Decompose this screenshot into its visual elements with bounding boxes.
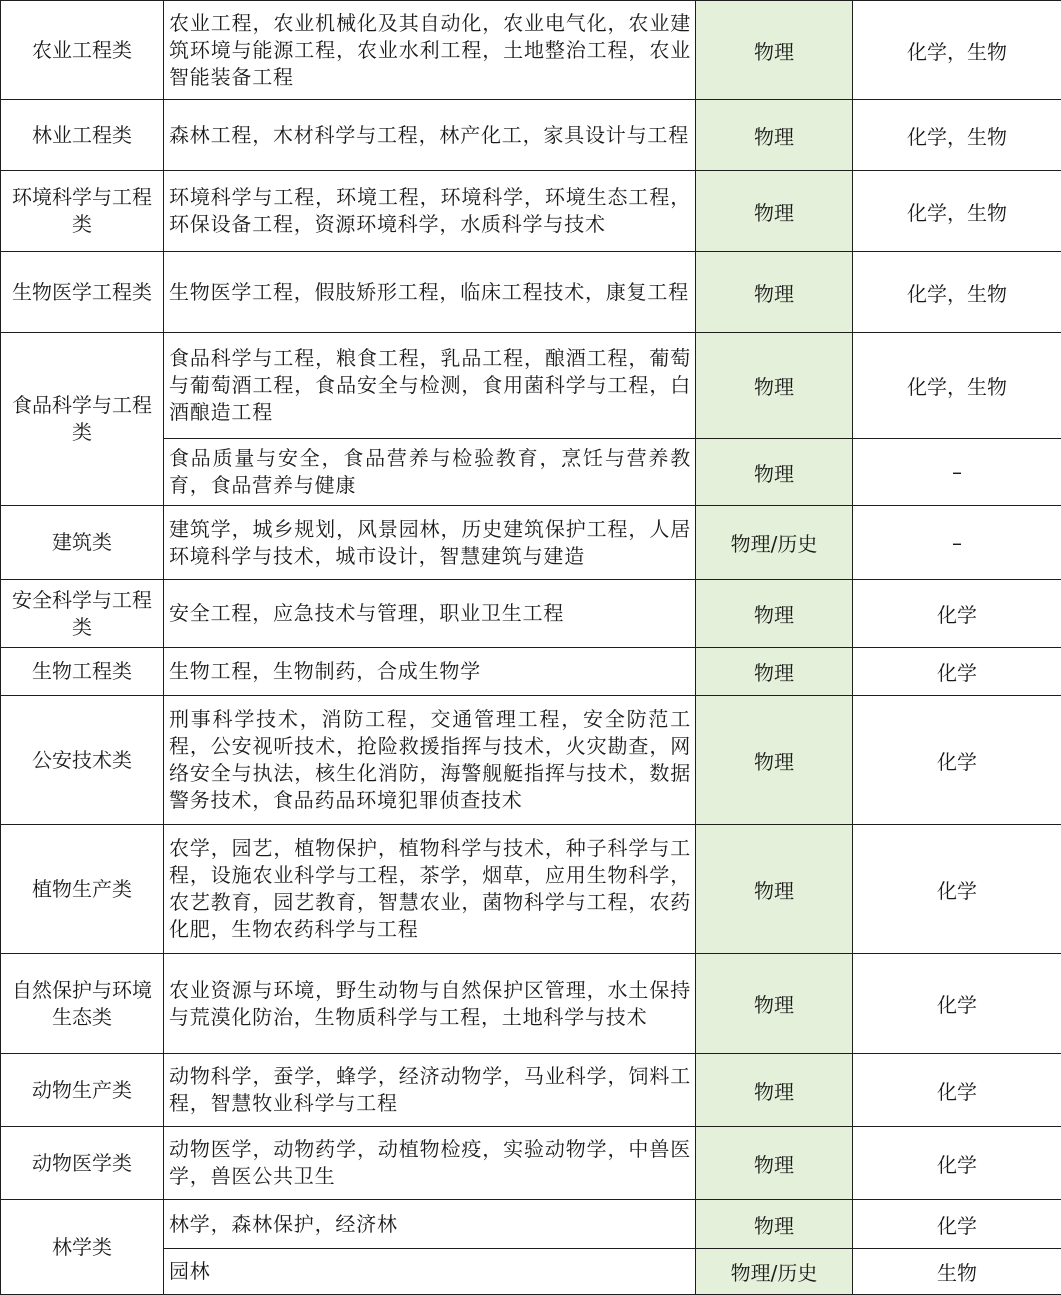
first-subject-cell: 物理 [696, 580, 853, 648]
first-subject-cell: 物理 [696, 252, 853, 333]
table-row [1, 648, 1061, 696]
category-cell: 生物工程类 [1, 648, 164, 696]
second-subject-cell: 化学 [853, 696, 1061, 825]
category-cell: 动物生产类 [1, 1054, 164, 1127]
table-row [1, 333, 1061, 439]
second-subject-cell: 生物 [853, 1249, 1061, 1295]
first-subject-cell: 物理 [696, 171, 853, 252]
second-subject-cell: 化学 [853, 1200, 1061, 1249]
category-cell: 食品科学与工程类 [1, 333, 164, 506]
category-cell: 安全科学与工程类 [1, 580, 164, 648]
table-row [1, 1127, 1061, 1200]
second-subject-cell: – [853, 506, 1061, 580]
table-row [1, 1054, 1061, 1127]
category-cell: 林业工程类 [1, 100, 164, 171]
category-cell: 公安技术类 [1, 696, 164, 825]
category-cell: 自然保护与环境生态类 [1, 954, 164, 1054]
first-subject-cell: 物理/历史 [696, 506, 853, 580]
majors-cell: 环境科学与工程，环境工程，环境科学，环境生态工程，环保设备工程，资源环境科学，水质科学与技术 [164, 171, 696, 252]
majors-cell: 农学，园艺，植物保护，植物科学与技术，种子科学与工程，设施农业科学与工程，茶学，烟草，应用生物科学，农艺教育，园艺教育，智慧农业，菌物科学与工程，农药化肥，生物农药科学与工程 [164, 825, 696, 954]
first-subject-cell: 物理 [696, 439, 853, 506]
table-row [1, 100, 1061, 171]
category-cell: 林学类 [1, 1200, 164, 1295]
majors-cell: 动物科学，蚕学，蜂学，经济动物学，马业科学，饲料工程，智慧牧业科学与工程 [164, 1054, 696, 1127]
second-subject-cell: 化学，生物 [853, 333, 1061, 439]
majors-cell: 林学，森林保护，经济林 [164, 1200, 696, 1249]
table-row [1, 1, 1061, 100]
table-row [1, 1200, 1061, 1249]
table-row [1, 825, 1061, 954]
second-subject-cell: 化学 [853, 648, 1061, 696]
second-subject-cell: 化学 [853, 1054, 1061, 1127]
majors-cell: 森林工程，木材科学与工程，林产化工，家具设计与工程 [164, 100, 696, 171]
majors-cell: 建筑学，城乡规划，风景园林，历史建筑保护工程，人居环境科学与技术，城市设计，智慧建筑与建造 [164, 506, 696, 580]
majors-cell: 食品质量与安全，食品营养与检验教育，烹饪与营养教育，食品营养与健康 [164, 439, 696, 506]
first-subject-cell: 物理 [696, 1, 853, 100]
category-cell: 建筑类 [1, 506, 164, 580]
second-subject-cell: – [853, 439, 1061, 506]
majors-cell: 生物医学工程，假肢矫形工程，临床工程技术，康复工程 [164, 252, 696, 333]
majors-cell: 生物工程，生物制药，合成生物学 [164, 648, 696, 696]
first-subject-cell: 物理 [696, 333, 853, 439]
majors-cell: 园林 [164, 1249, 696, 1295]
majors-cell: 刑事科学技术，消防工程，交通管理工程，安全防范工程，公安视听技术，抢险救援指挥与技术，火灾勘查，网络安全与执法，核生化消防，海警舰艇指挥与技术，数据警务技术，食品药品环境犯罪侦查技术 [164, 696, 696, 825]
first-subject-cell: 物理 [696, 648, 853, 696]
table-row [1, 954, 1061, 1054]
majors-cell: 动物医学，动物药学，动植物检疫，实验动物学，中兽医学，兽医公共卫生 [164, 1127, 696, 1200]
first-subject-cell: 物理 [696, 825, 853, 954]
category-cell: 环境科学与工程类 [1, 171, 164, 252]
first-subject-cell: 物理/历史 [696, 1249, 853, 1295]
category-cell: 植物生产类 [1, 825, 164, 954]
majors-cell: 安全工程，应急技术与管理，职业卫生工程 [164, 580, 696, 648]
second-subject-cell: 化学 [853, 825, 1061, 954]
second-subject-cell: 化学 [853, 1127, 1061, 1200]
second-subject-cell: 化学，生物 [853, 100, 1061, 171]
majors-cell: 农业工程，农业机械化及其自动化，农业电气化，农业建筑环境与能源工程，农业水利工程，土地整治工程，农业智能装备工程 [164, 1, 696, 100]
table-row [1, 696, 1061, 825]
majors-cell: 农业资源与环境，野生动物与自然保护区管理，水土保持与荒漠化防治，生物质科学与工程，土地科学与技术 [164, 954, 696, 1054]
second-subject-cell: 化学，生物 [853, 171, 1061, 252]
table-row [1, 506, 1061, 580]
category-cell: 生物医学工程类 [1, 252, 164, 333]
category-cell: 农业工程类 [1, 1, 164, 100]
second-subject-cell: 化学 [853, 954, 1061, 1054]
second-subject-cell: 化学 [853, 580, 1061, 648]
first-subject-cell: 物理 [696, 696, 853, 825]
first-subject-cell: 物理 [696, 954, 853, 1054]
first-subject-cell: 物理 [696, 1127, 853, 1200]
category-cell: 动物医学类 [1, 1127, 164, 1200]
table-row [1, 171, 1061, 252]
table-row [1, 252, 1061, 333]
table-row [1, 580, 1061, 648]
first-subject-cell: 物理 [696, 1054, 853, 1127]
majors-cell: 食品科学与工程，粮食工程，乳品工程，酿酒工程，葡萄与葡萄酒工程，食品安全与检测，食用菌科学与工程，白酒酿造工程 [164, 333, 696, 439]
second-subject-cell: 化学，生物 [853, 1, 1061, 100]
first-subject-cell: 物理 [696, 1200, 853, 1249]
second-subject-cell: 化学，生物 [853, 252, 1061, 333]
first-subject-cell: 物理 [696, 100, 853, 171]
